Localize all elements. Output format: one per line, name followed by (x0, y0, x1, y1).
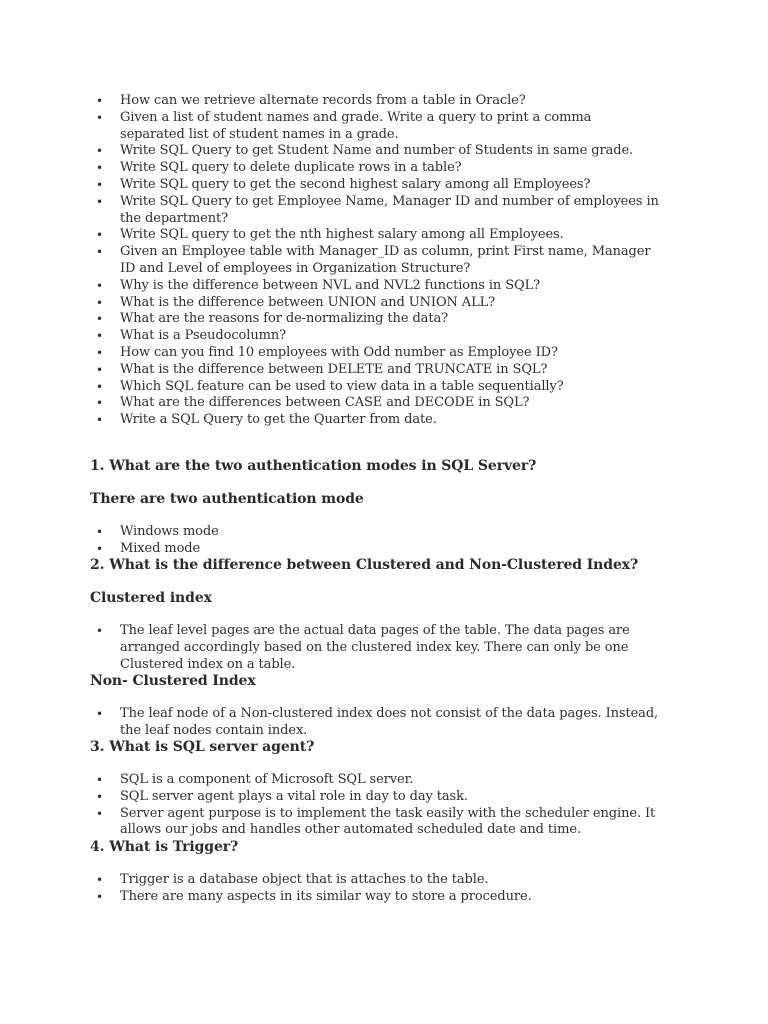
list-item: • What is the difference between DELETE and TRUNCATE in SQL? (90, 362, 660, 379)
list-item: • SQL server agent plays a vital role in day to day task. (90, 789, 660, 806)
list-item: • Windows mode (90, 524, 660, 541)
trigger-list (90, 872, 660, 906)
auth-mode-list (90, 524, 660, 558)
list-item: • The leaf node of a Non-clustered index does not consist of the data pages. Instead, the leaf nodes contain index. (90, 706, 660, 740)
list-item: • Write SQL query to get the nth highest salary among all Employees. (90, 227, 660, 244)
q3-heading: 3. What is SQL server agent? (90, 739, 315, 755)
list-item: • SQL is a component of Microsoft SQL server. (90, 772, 660, 789)
list-item: • Write a SQL Query to get the Quarter from date. (90, 412, 660, 429)
list-item: • Mixed mode (90, 541, 660, 558)
list-item: • How can we retrieve alternate records from a table in Oracle? (90, 93, 660, 110)
list-item: • What are the reasons for de-normalizing the data? (90, 311, 660, 328)
list-item: • Write SQL query to delete duplicate rows in a table? (90, 160, 660, 177)
list-item: • Server agent purpose is to implement the task easily with the scheduler engine. It allows our jobs and handles other automated scheduled date and time. (90, 806, 660, 840)
list-item: • There are many aspects in its similar way to store a procedure. (90, 889, 660, 906)
clustered-index-list (90, 623, 660, 673)
q2-heading: 2. What is the difference between Clustered and Non-Clustered Index? (90, 557, 639, 573)
list-item: • What is the difference between UNION and UNION ALL? (90, 295, 660, 312)
interview-question-list (90, 93, 660, 429)
q1-heading: 1. What are the two authentication modes in SQL Server? (90, 458, 537, 474)
list-item: • The leaf level pages are the actual data pages of the table. The data pages are arranged accordingly based on the clustered index key. There can only be one Clustered index on a table. (90, 623, 660, 673)
list-item: • Write SQL Query to get Employee Name, Manager ID and number of employees in the department? (90, 194, 660, 228)
list-item: • Given an Employee table with Manager_ID as column, print First name, Manager ID and Level of employees in Organization Structure? (90, 244, 660, 278)
sql-agent-list (90, 772, 660, 839)
list-item: • How can you find 10 employees with Odd number as Employee ID? (90, 345, 660, 362)
list-item: • Write SQL query to get the second highest salary among all Employees? (90, 177, 660, 194)
list-item: • Trigger is a database object that is attaches to the table. (90, 872, 660, 889)
clustered-index-heading: Clustered index (90, 590, 212, 606)
list-item: • Given a list of student names and grade. Write a query to print a comma separated list of student names in a grade. (90, 110, 660, 144)
list-item: • Which SQL feature can be used to view data in a table sequentially? (90, 379, 660, 396)
non-clustered-index-list (90, 706, 660, 740)
list-item: • What are the differences between CASE and DECODE in SQL? (90, 395, 660, 412)
list-item: • Why is the difference between NVL and NVL2 functions in SQL? (90, 278, 660, 295)
q1-subheading: There are two authentication mode (90, 491, 364, 507)
q4-heading: 4. What is Trigger? (90, 839, 239, 855)
non-clustered-index-heading: Non- Clustered Index (90, 673, 256, 689)
list-item: • What is a Pseudocolumn? (90, 328, 660, 345)
list-item: • Write SQL Query to get Student Name and number of Students in same grade. (90, 143, 660, 160)
